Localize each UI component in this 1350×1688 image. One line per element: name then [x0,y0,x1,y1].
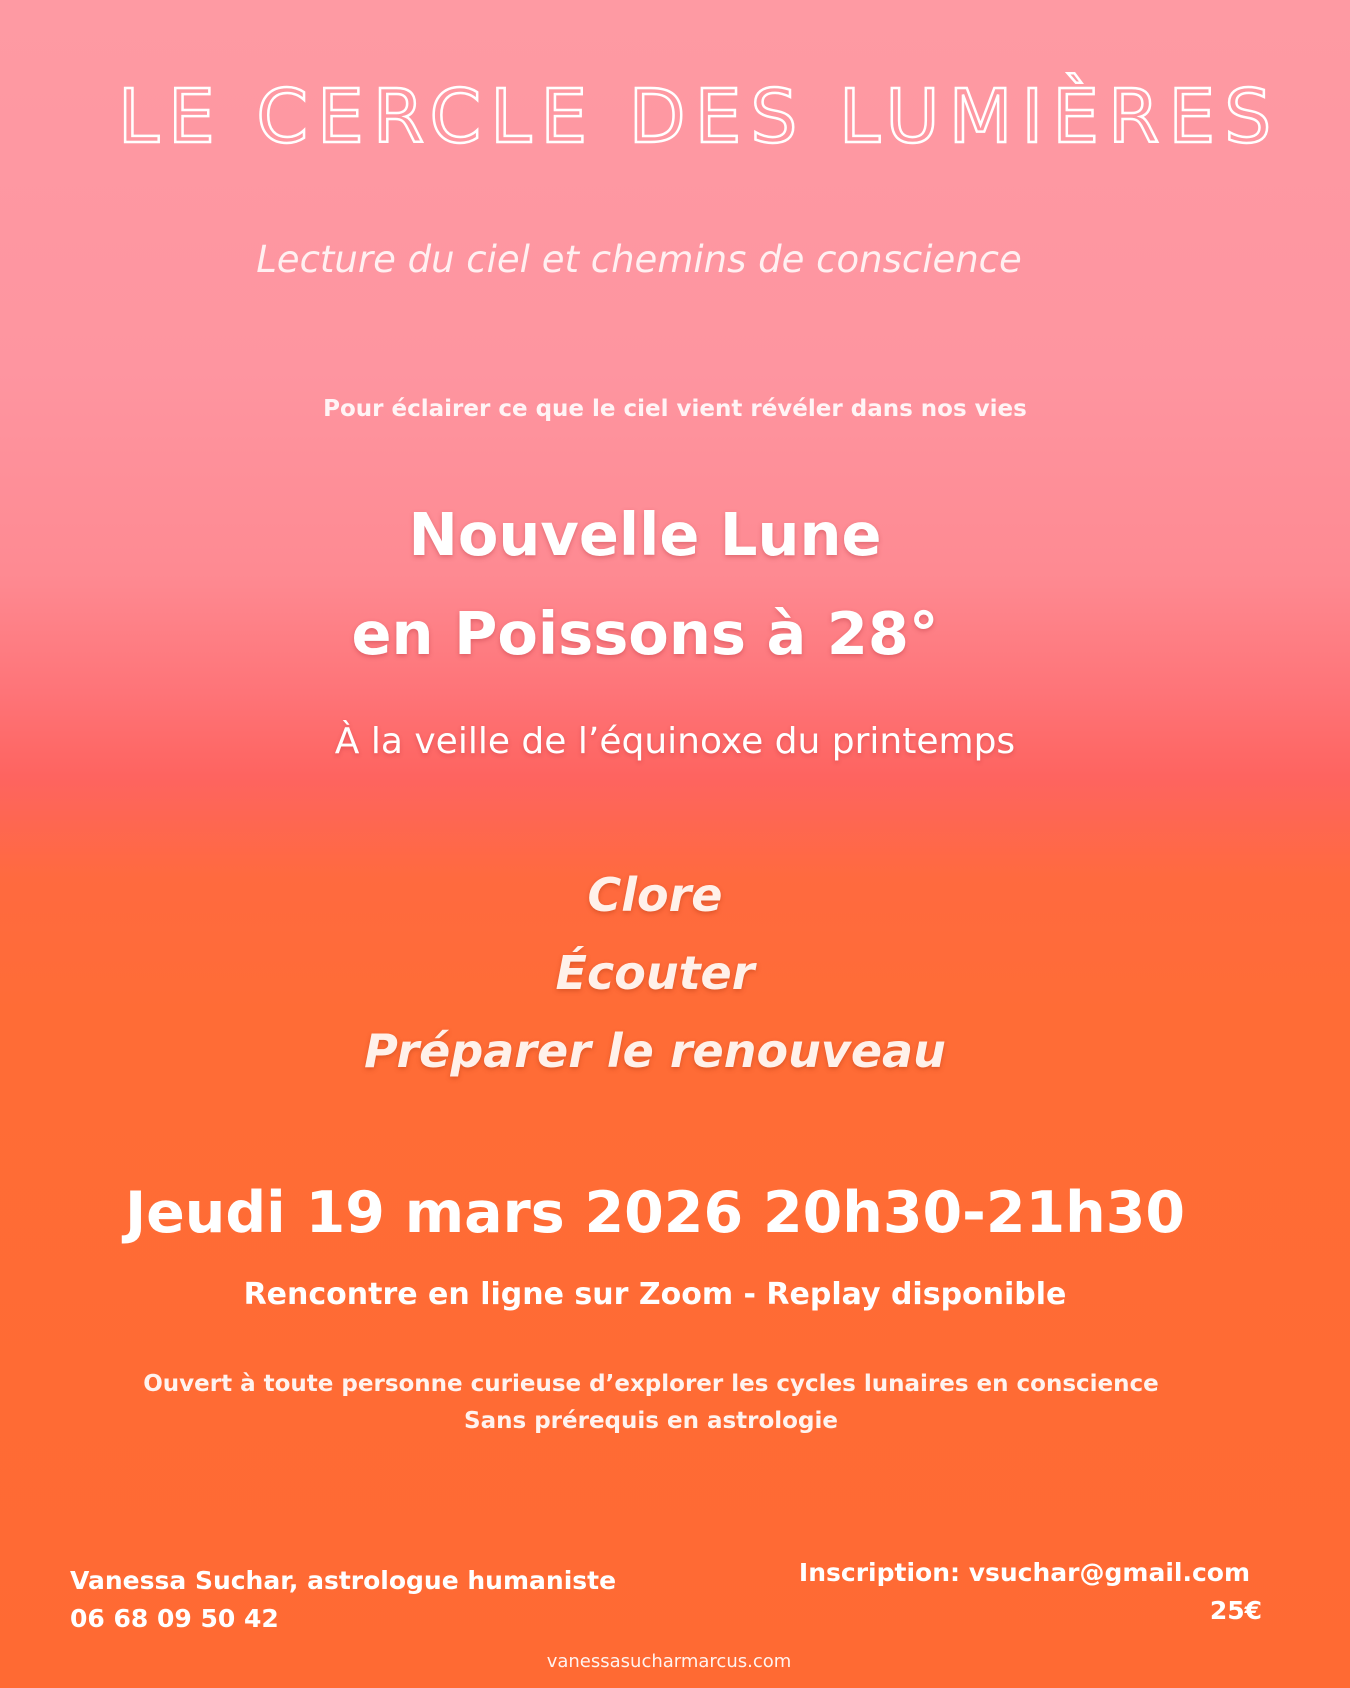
theme-clore: Clore [587,868,723,922]
author-name: Vanessa Suchar, astrologue humaniste [70,1566,617,1595]
price: 25€ [1209,1596,1262,1625]
event-format: Rencontre en ligne sur Zoom - Replay disponible [243,1277,1067,1312]
intro-text: Pour éclairer ce que le ciel vient révéler dans nos vies [323,396,1027,422]
tagline: À la veille de l’équinoxe du printemps [334,721,1016,762]
audience-line-2: Sans prérequis en astrologie [464,1408,838,1434]
headline-line-1: Nouvelle Lune [408,500,882,569]
theme-ecouter: Écouter [555,946,755,1000]
headline-line-2: en Poissons à 28° [351,599,939,668]
poster-title: LE CERCLE DES LUMIÈRES [117,74,1281,160]
audience-line-1: Ouvert à toute personne curieuse d’explorer les cycles lunaires en conscience [143,1371,1159,1397]
theme-preparer: Préparer le renouveau [364,1024,946,1078]
inscription-email: Inscription: vsuchar@gmail.com [798,1558,1250,1587]
website-link: vanessasucharmarcus.com [546,1651,792,1672]
phone-number: 06 68 09 50 42 [70,1604,279,1633]
event-datetime: Jeudi 19 mars 2026 20h30-21h30 [124,1180,1186,1246]
poster-subtitle: Lecture du ciel et chemins de conscience [256,238,1022,281]
